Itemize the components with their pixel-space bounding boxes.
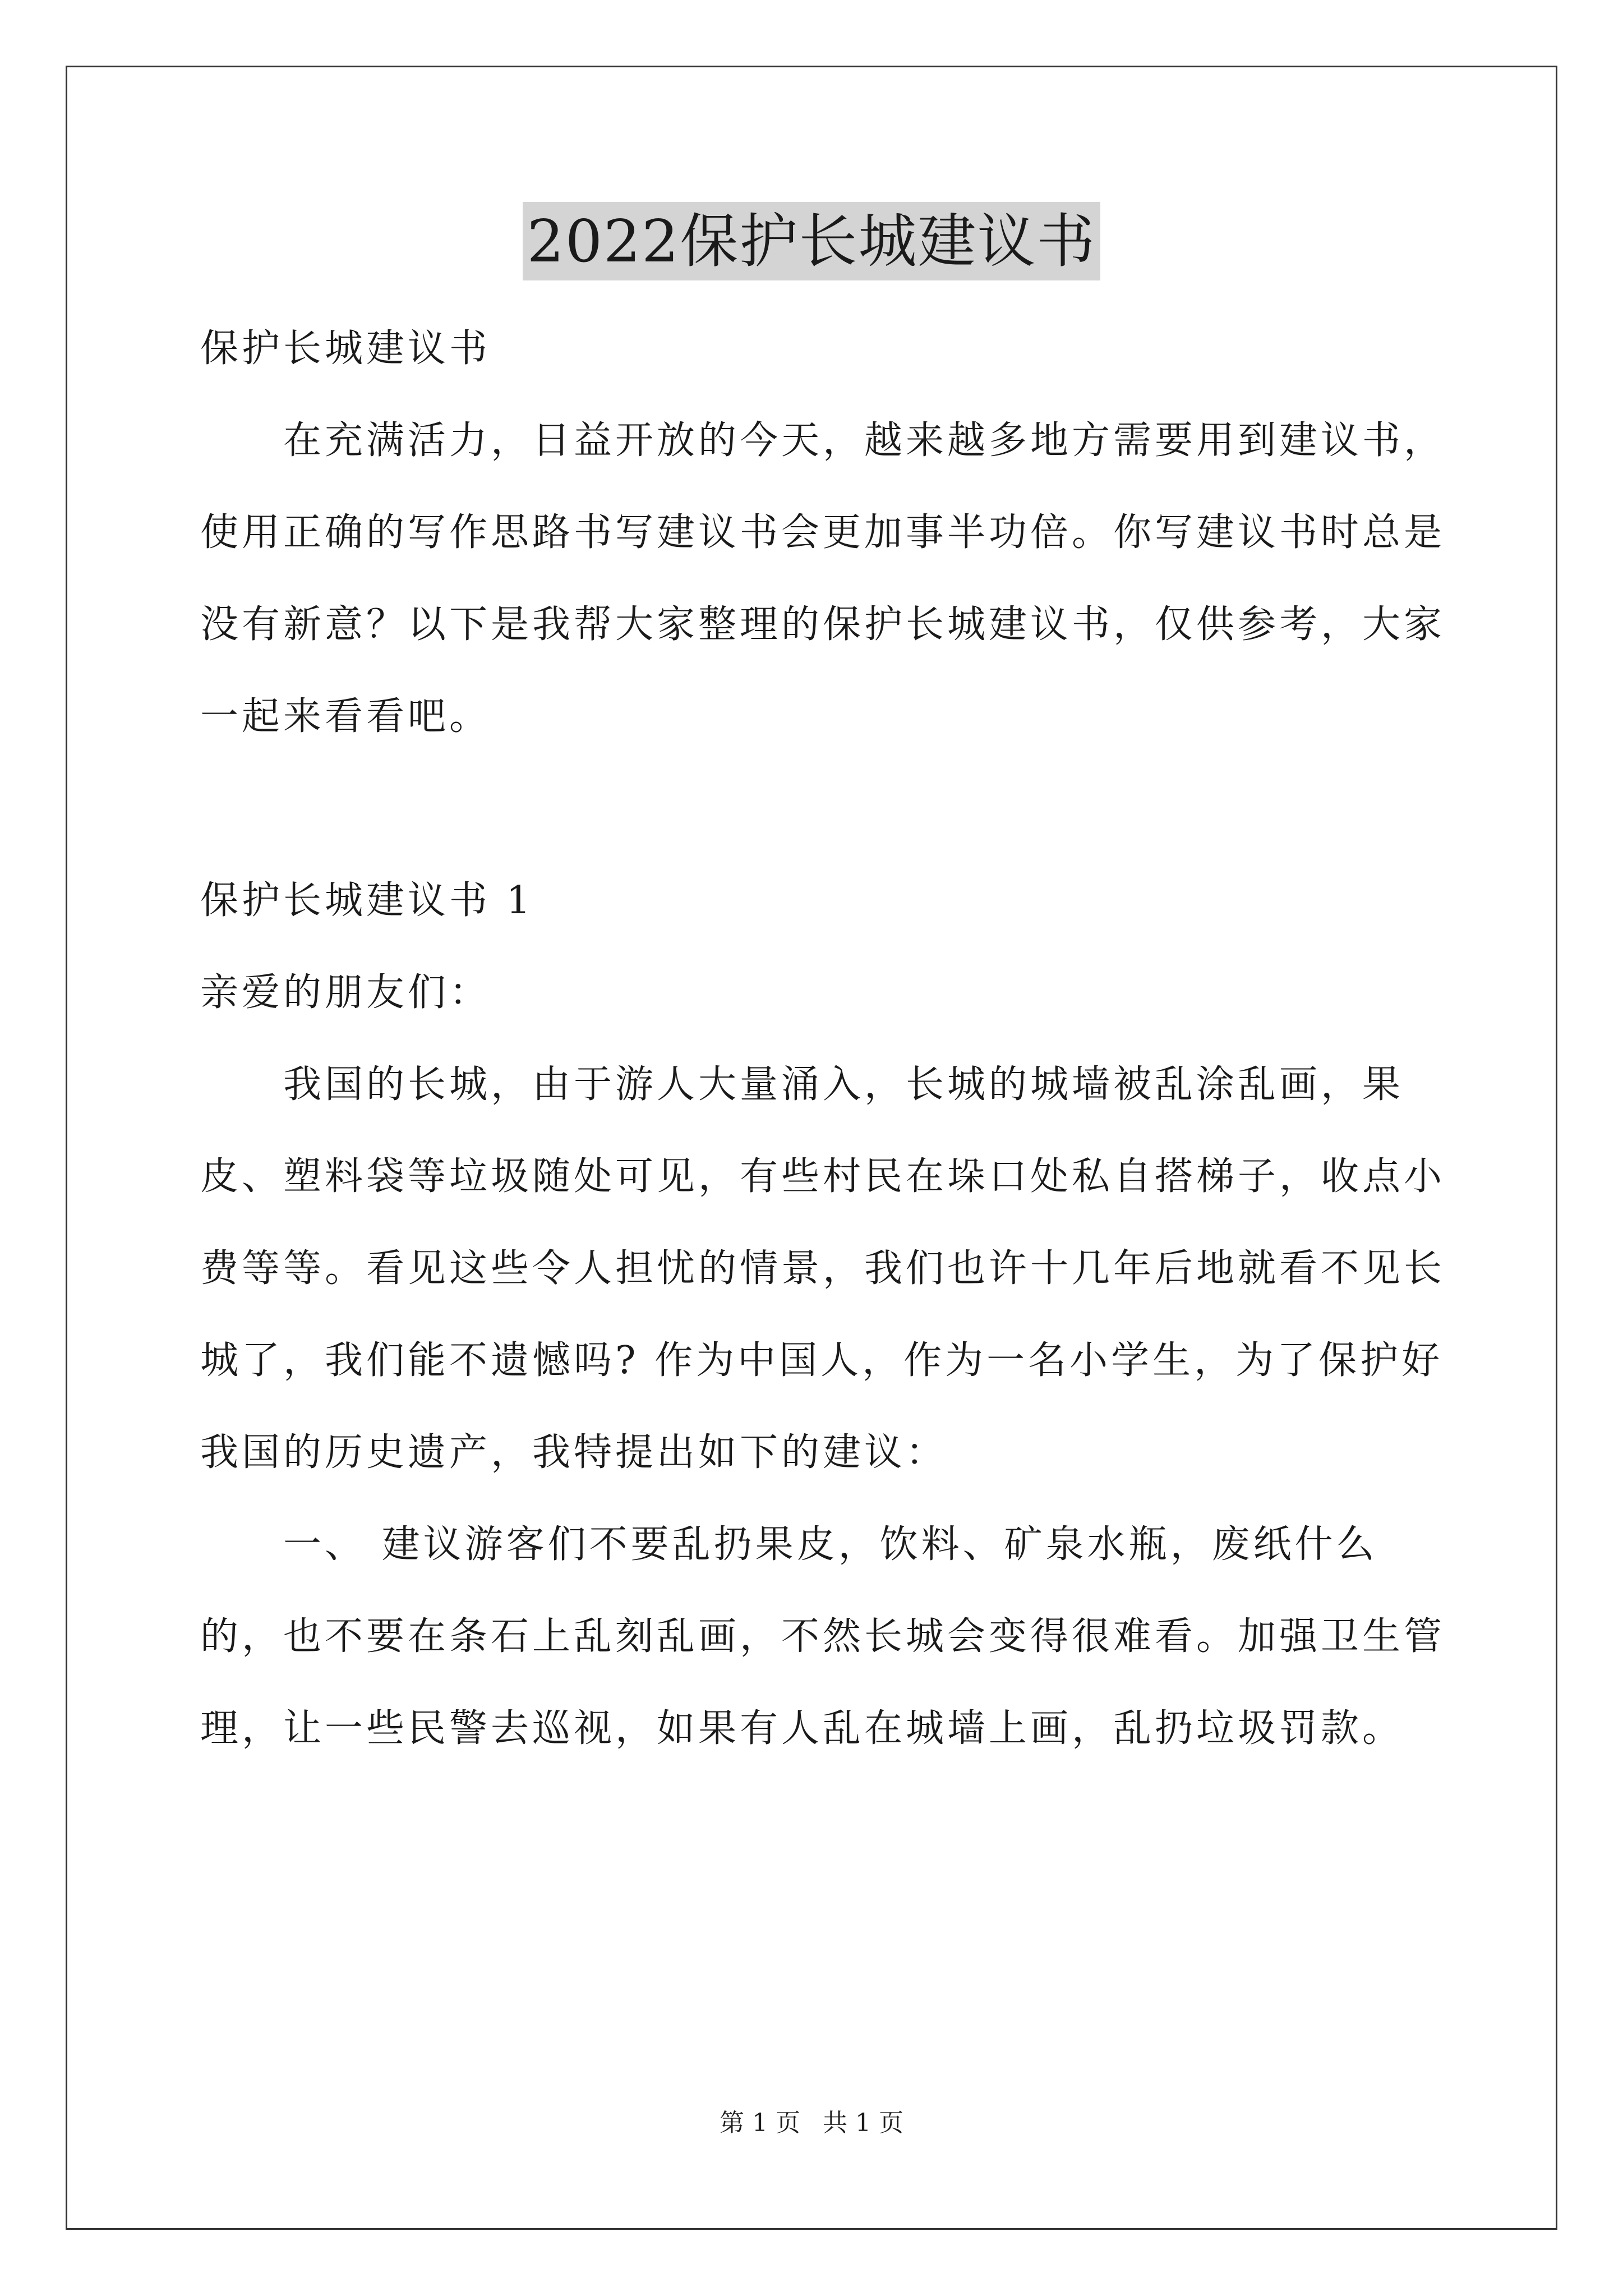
document-body — [200, 303, 1456, 1775]
document-title: 2022保护长城建议书 — [523, 202, 1101, 280]
subtitle-paragraph: 保护长城建议书 — [200, 326, 491, 371]
title-container — [0, 202, 1623, 280]
page-footer — [0, 2106, 1623, 2140]
section-heading: 保护长城建议书 1 — [200, 878, 534, 923]
suggestion-paragraph: 一、 建议游客们不要乱扔果皮，饮料、矿泉水瓶，废纸什么的，也不要在条石上乱刻乱画，不然长城会变得很难看。加强卫生管理，让一些民警去巡视，如果有人乱在城墙上画，乱扔垃圾罚款。 — [200, 1522, 1446, 1751]
page-total: 共 1 页 — [823, 2109, 903, 2137]
page-number: 第 1 页 — [720, 2109, 800, 2137]
salutation: 亲爱的朋友们： — [200, 970, 491, 1015]
body-paragraph: 我国的长城，由于游人大量涌入，长城的城墙被乱涂乱画，果皮、塑料袋等垃圾随处可见，有些村民在垛口处私自搭梯子，收点小费等等。看见这些令人担忧的情景，我们也许十几年后地就看不见长城了，我们能不遗憾吗? 作为中国人，作为一名小学生，为了保护好我国的历史遗产，我特提出如下的建议： — [200, 1062, 1446, 1475]
intro-paragraph: 在充满活力，日益开放的今天，越来越多地方需要用到建议书，使用正确的写作思路书写建议书会更加事半功倍。你写建议书时总是没有新意？以下是我帮大家整理的保护长城建议书，仅供参考，大家一起来看看吧。 — [200, 418, 1446, 739]
